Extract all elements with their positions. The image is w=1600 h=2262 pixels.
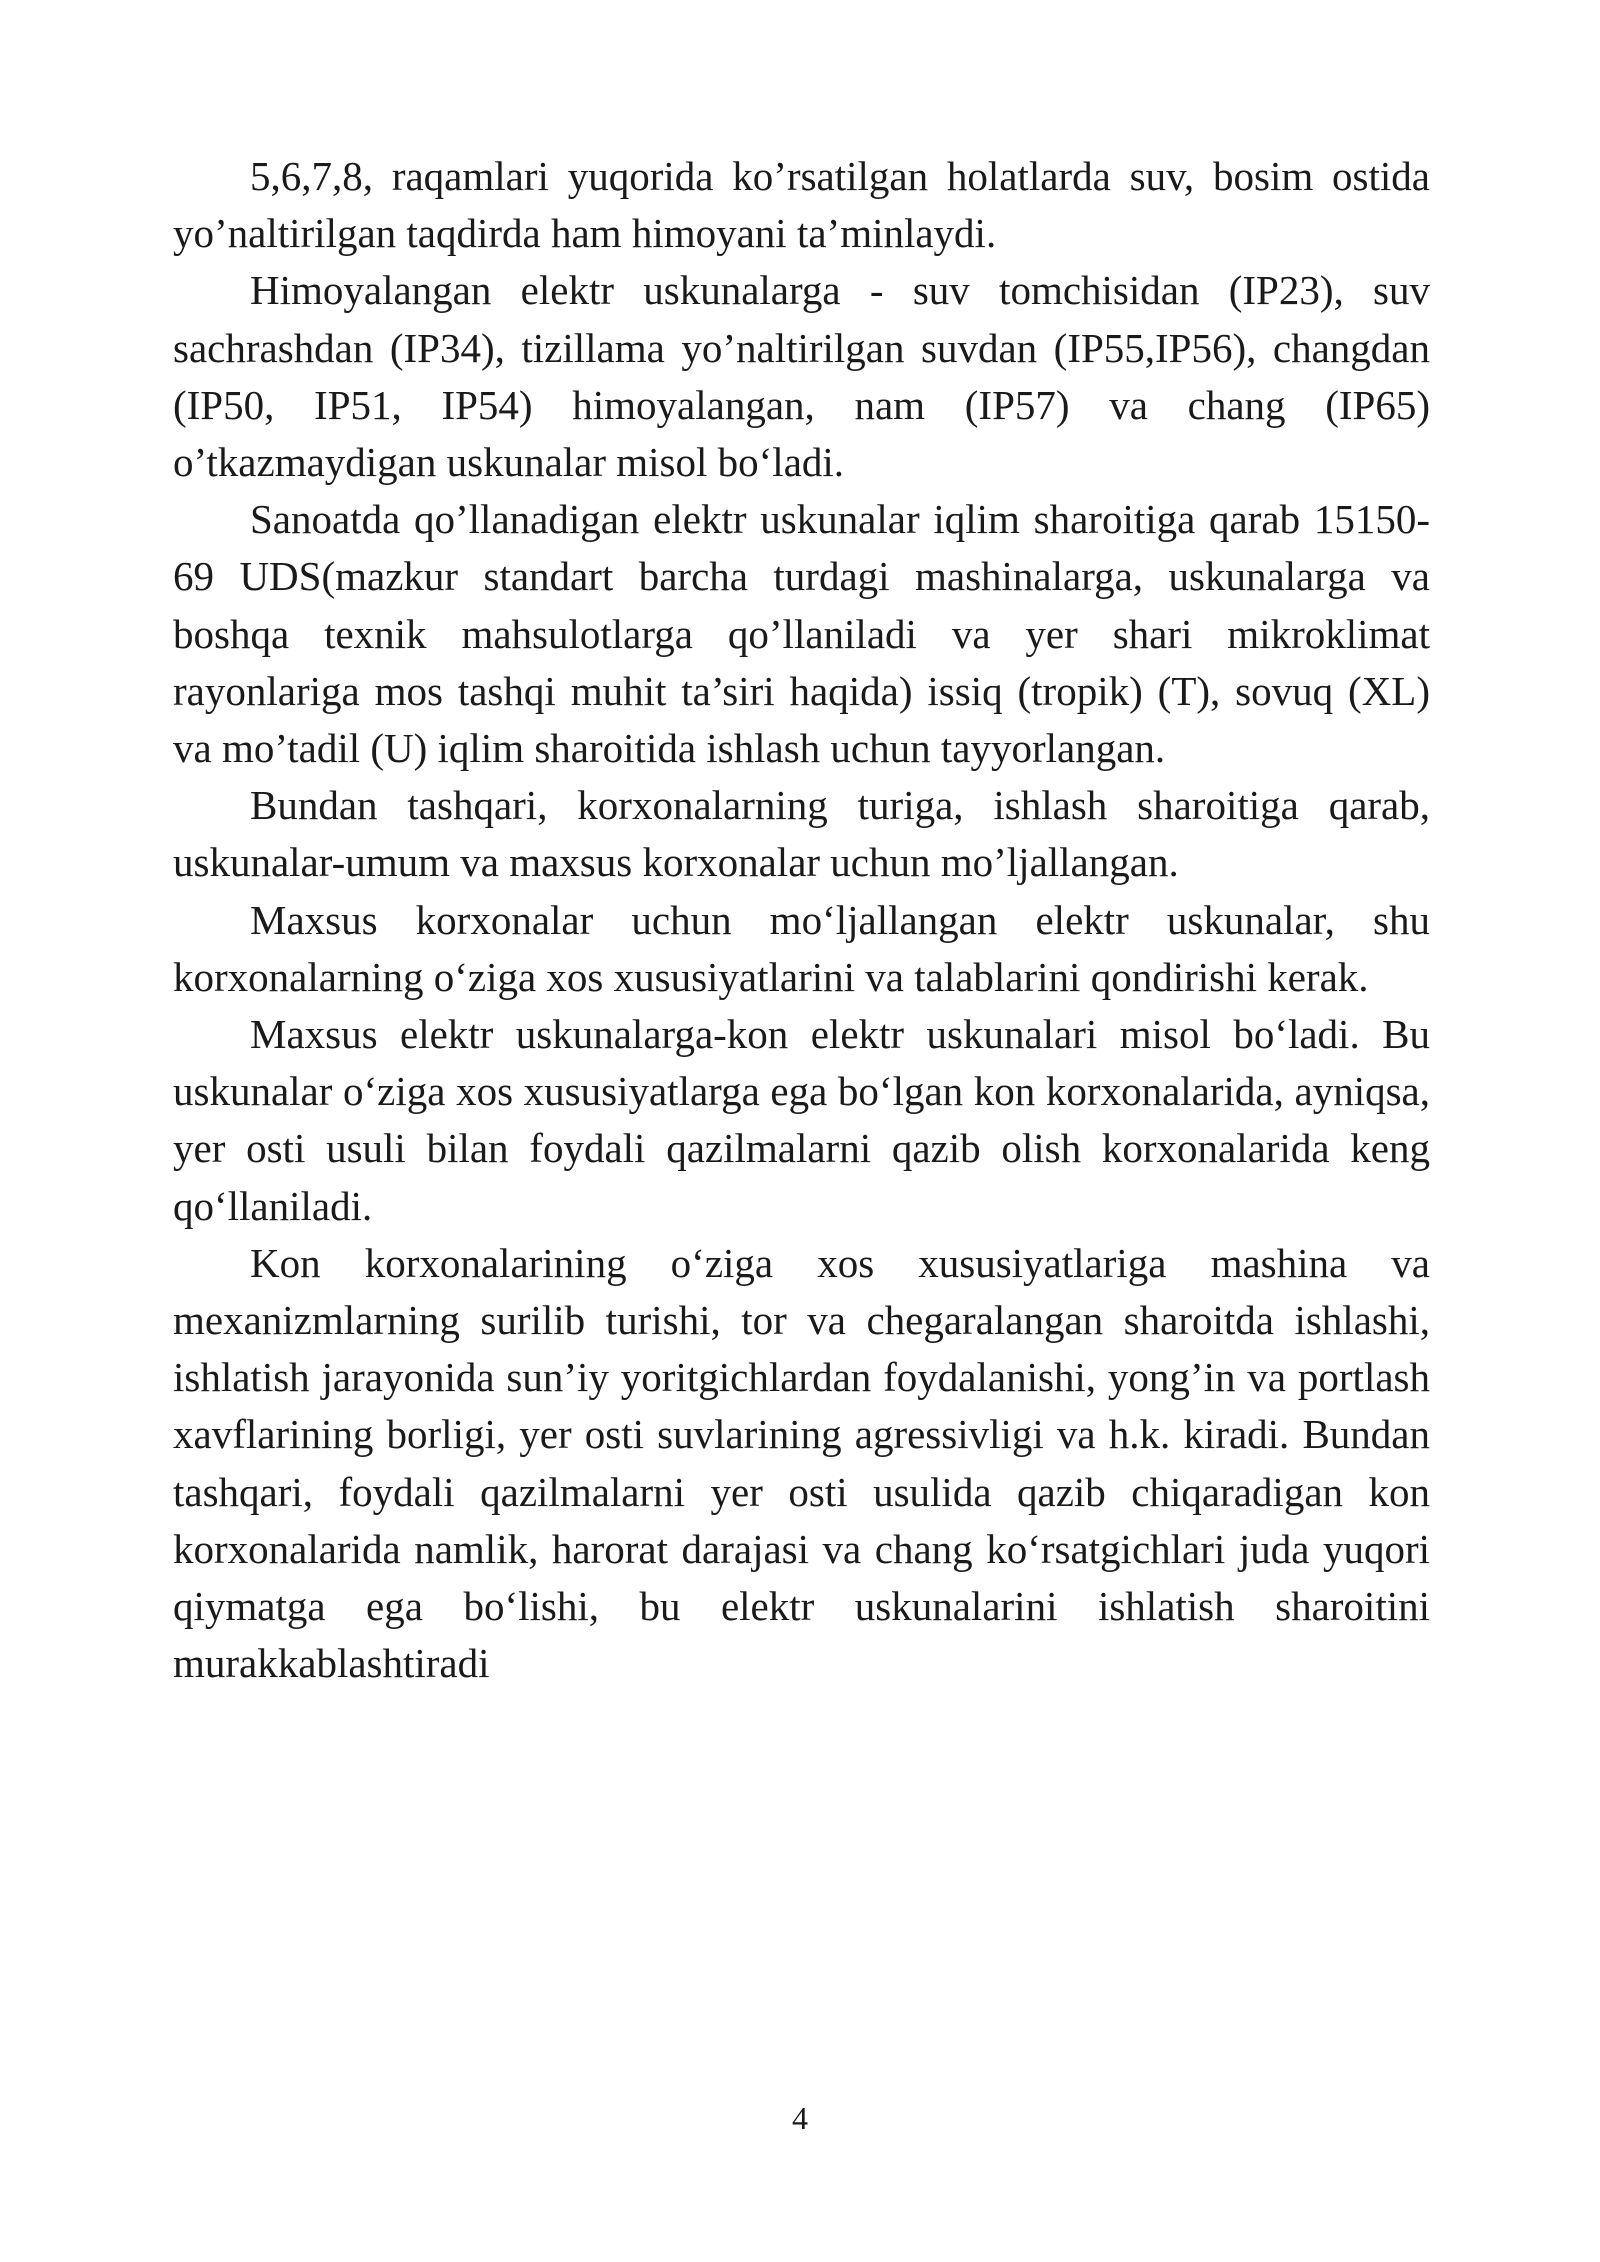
paragraph-6: Maxsus elektr uskunalarga-kon elektr uskunalari misol boʻladi. Bu uskunalar oʻziga xos xususiyatlarga ega boʻlgan kon korxonalarida, ayniqsa, yer osti usuli bilan foydali qazilmalarni qazib olish korxonalarida keng qoʻllaniladi. xyxy=(173,1011,1430,1229)
paragraph-2: Himoyalangan elektr uskunalarga - suv tomchisidan (IP23), suv sachrashdan (IP34), tizillama yo’naltirilgan suvdan (IP55,IP56), changdan (IP50, IP51, IP54) himoyalangan, nam (IP57) va chang (IP65) o’tkazmaydigan uskunalar misol boʻladi. xyxy=(173,267,1430,486)
page-number: 4 xyxy=(792,2100,808,2136)
paragraph-1: 5,6,7,8, raqamlari yuqorida ko’rsatilgan holatlarda suv, bosim ostida yo’naltirilgan taqdirda ham himoyani ta’minlaydi. xyxy=(173,153,1430,257)
paragraph-7: Kon korxonalarining oʻziga xos xususiyatlariga mashina va mexanizmlarning surilib turishi, tor va chegaralangan sharoitda ishlashi, ishlatish jarayonida sun’iy yoritgichlardan foydalanishi, yong’in va portlash xavflarining borligi, yer osti suvlarining agressivligi va h.k. kiradi. Bundan tashqari, foydali qazilmalarni yer osti usulida qazib chiqaradigan kon korxonalarida namlik, harorat darajasi va chang koʻrsatgichlari juda yuqori qiymatga ega boʻlishi, bu elektr uskunalarini ishlatish sharoitini murakkablashtiradi xyxy=(173,1239,1430,1687)
paragraph-4: Bundan tashqari, korxonalarning turiga, ishlash sharoitiga qarab, uskunalar-umum va maxsus korxonalar uchun mo’ljallangan. xyxy=(173,782,1430,886)
paragraph-5: Maxsus korxonalar uchun moʻljallangan elektr uskunalar, shu korxonalarning oʻziga xos xususiyatlarini va talablarini qondirishi kerak. xyxy=(173,896,1430,1000)
body-text xyxy=(173,148,1430,1692)
paragraph-3: Sanoatda qo’llanadigan elektr uskunalar iqlim sharoitiga qarab 15150-69 UDS(mazkur standart barcha turdagi mashinalarga, uskunalarga va boshqa texnik mahsulotlarga qo’llaniladi va yer shari mikroklimat rayonlariga mos tashqi muhit ta’siri haqida) issiq (tropik) (T), sovuq (XL) va mo’tadil (U) iqlim sharoitida ishlash uchun tayyorlangan. xyxy=(173,496,1430,772)
